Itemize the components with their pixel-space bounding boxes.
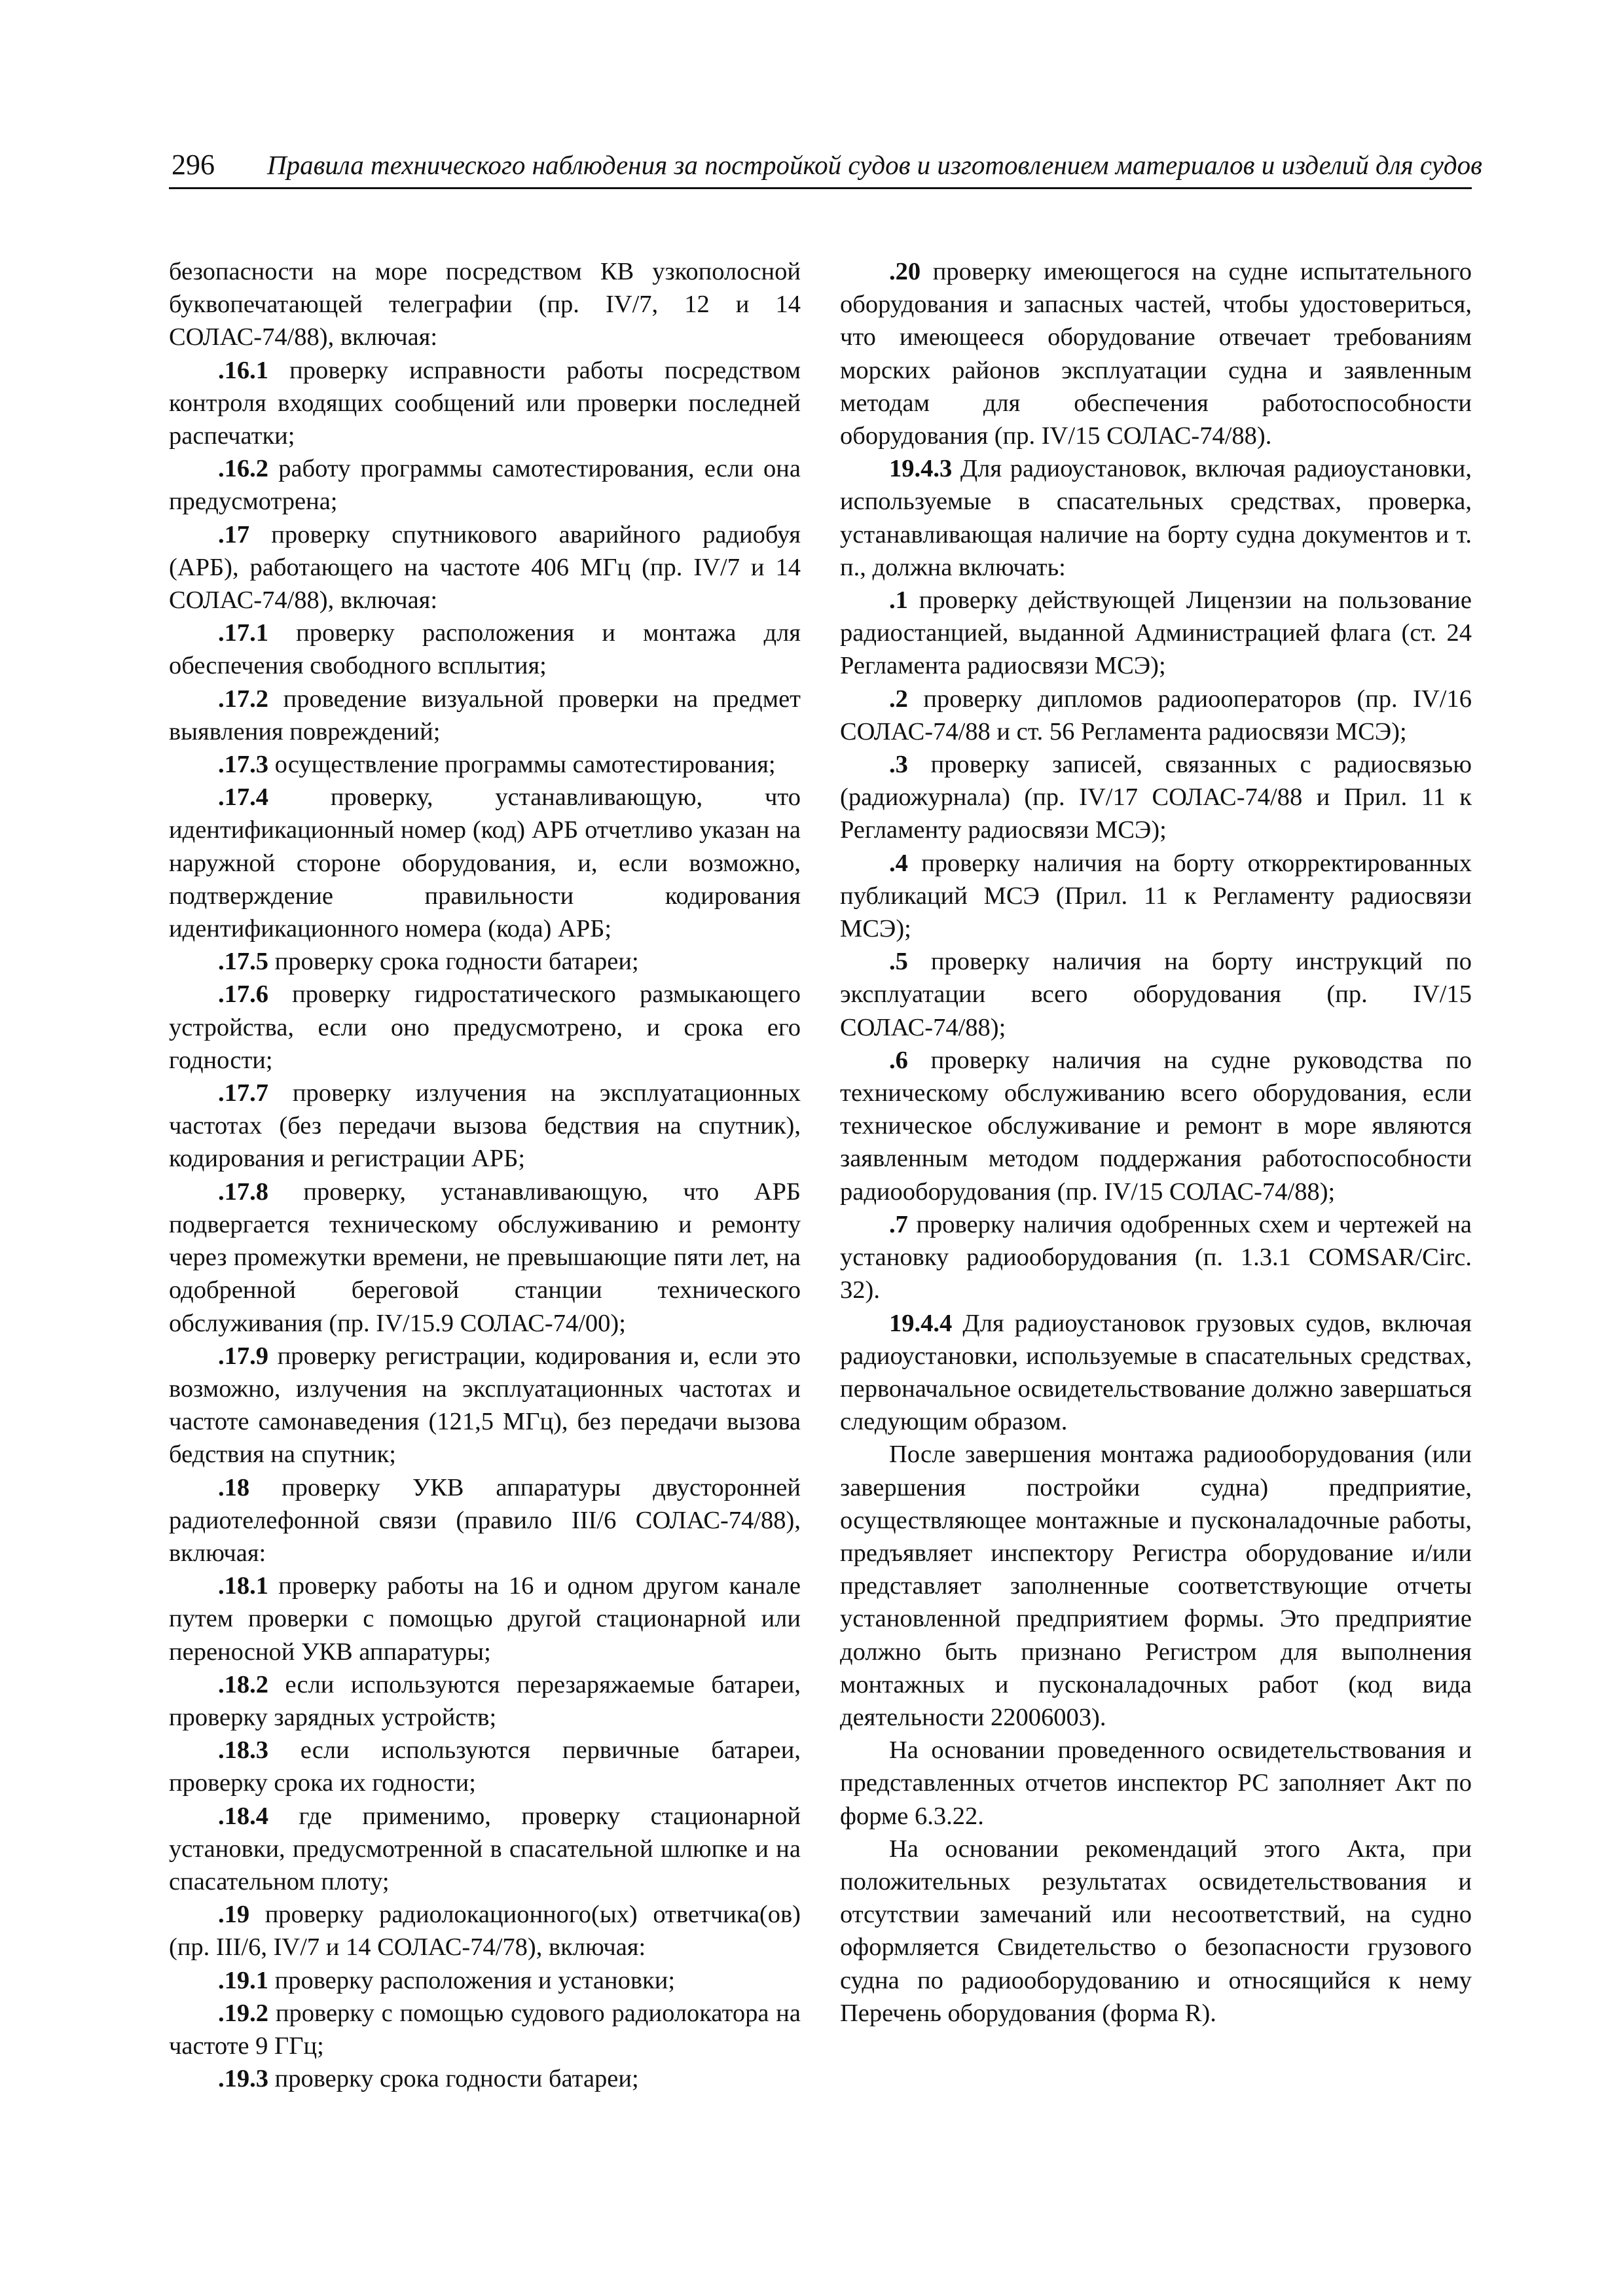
item-number: .17.8 xyxy=(218,1177,268,1206)
paragraph-text: работу программы самотестирования, если она предусмотрена; xyxy=(169,455,801,516)
paragraph xyxy=(169,2062,801,2095)
paragraph-text: проведение визуальной проверки на предмет выявления повреждений; xyxy=(169,685,801,745)
paragraph-text: проверку имеющегося на судне испытательного оборудования и запасных частей, чтобы удостовериться, что имеющееся оборудование отвечает требованиям морских районов эксплуатации судна и заявленным методам для обеспечения работоспособности оборудования (пр. IV/15 СОЛАС-74/88). xyxy=(840,258,1472,450)
paragraph xyxy=(840,452,1472,584)
item-number: .7 xyxy=(889,1210,908,1238)
paragraph-text: проверку, устанавливающую, что АРБ подвергается техническому обслуживанию и ремонту через промежутки времени, не превышающие пяти лет, на одобренной береговой станции технического обслуживания (пр. IV/15.9 СОЛАС-74/00); xyxy=(169,1177,801,1337)
paragraph xyxy=(169,617,801,682)
paragraph-text: проверку записей, связанных с радиосвязью (радиожурнала) (пр. IV/17 СОЛАС-74/88 и Прил. 11 к Регламенту радиосвязи МСЭ); xyxy=(840,751,1472,844)
paragraph xyxy=(840,945,1472,1044)
item-number: .19.2 xyxy=(218,1999,268,2027)
paragraph-text: проверку расположения и монтажа для обеспечения свободного всплытия; xyxy=(169,619,801,680)
paragraph xyxy=(169,1471,801,1570)
paragraph xyxy=(169,1964,801,1997)
item-number: .5 xyxy=(889,948,908,976)
paragraph xyxy=(169,1734,801,1799)
paragraph-text: На основании проведенного освидетельствования и представленных отчетов инспектор РС заполняет Акт по форме 6.3.22. xyxy=(840,1736,1472,1830)
item-number: .19.3 xyxy=(218,2065,268,2093)
paragraph-text: После завершения монтажа радиооборудования (или завершения постройки судна) предприятие, осуществляющее монтажные и пусконаладочные работы, предъявляет инспектору Регистра оборудование и/или представляет заполненные соответствующие отчеты установленной предприятием формы. Это предприятие должно быть признано Регистром для выполнения монтажных и пусконаладочных работ (код вида деятельности 22006003). xyxy=(840,1441,1472,1731)
paragraph-text: проверку работы на 16 и одном другом канале путем проверки с помощью другой стационарной или переносной УКВ аппаратуры; xyxy=(169,1572,801,1666)
paragraph xyxy=(169,354,801,453)
paragraph xyxy=(840,847,1472,946)
paragraph-text: проверку дипломов радиооператоров (пр. IV/16 СОЛАС-74/88 и ст. 56 Регламента радиосвязи МСЭ); xyxy=(840,685,1472,745)
item-number: .16.1 xyxy=(218,356,268,384)
paragraph xyxy=(840,1044,1472,1208)
item-number: .1 xyxy=(889,586,908,615)
paragraph xyxy=(840,1307,1472,1439)
item-number: 19.4.3 xyxy=(889,455,953,483)
paragraph-text: проверку наличия на судне руководства по техническому обслуживанию всего оборудования, если техническое обслуживание и ремонт в море являются заявленным методом поддержания работоспособности радиооборудования (пр. IV/15 СОЛАС-74/88); xyxy=(840,1046,1472,1206)
paragraph xyxy=(169,945,801,978)
paragraph xyxy=(169,748,801,781)
item-number: .18.4 xyxy=(218,1802,268,1830)
paragraph-text: если используются первичные батареи, проверку срока их годности; xyxy=(169,1736,801,1797)
paragraph xyxy=(169,978,801,1077)
page-number: 296 xyxy=(172,149,215,181)
paragraph xyxy=(169,452,801,518)
item-number: .2 xyxy=(889,685,908,713)
paragraph-text: осуществление программы самотестирования; xyxy=(268,751,776,779)
item-number: .17.2 xyxy=(218,685,268,713)
paragraph xyxy=(169,1800,801,1899)
paragraph-text: Для радиоустановок, включая радиоустановки, используемые в спасательных средствах, проверка, устанавливающая наличие на борту судна документов и т. п., должна включать: xyxy=(840,455,1472,581)
paragraph xyxy=(169,1077,801,1175)
paragraph xyxy=(169,683,801,748)
item-number: .17 xyxy=(218,520,250,548)
paragraph-text: проверку исправности работы посредством контроля входящих сообщений или проверки последней распечатки; xyxy=(169,356,801,450)
paragraph xyxy=(169,1668,801,1734)
item-number: 19.4.4 xyxy=(889,1309,953,1337)
paragraph xyxy=(840,1208,1472,1307)
item-number: .17.1 xyxy=(218,619,268,647)
paragraph xyxy=(840,1833,1472,2030)
paragraph-text: если используются перезаряжаемые батареи, проверку зарядных устройств; xyxy=(169,1670,801,1731)
paragraph-text: проверку наличия на борту инструкций по эксплуатации всего оборудования (пр. IV/15 СОЛАС-74/88); xyxy=(840,948,1472,1041)
paragraph xyxy=(169,781,801,945)
item-number: .17.9 xyxy=(218,1342,268,1370)
paragraph xyxy=(169,1997,801,2062)
item-number: .17.3 xyxy=(218,751,268,779)
paragraph-text: проверку расположения и установки; xyxy=(268,1966,676,1994)
paragraph xyxy=(840,1734,1472,1833)
item-number: .18.1 xyxy=(218,1572,268,1600)
page-header xyxy=(169,143,1482,185)
item-number: .4 xyxy=(889,849,908,877)
paragraph-text: Для радиоустановок грузовых судов, включая радиоустановки, используемые в спасательных средствах, первоначальное освидетельствование должно завершаться следующим образом. xyxy=(840,1309,1472,1436)
paragraph-text: проверку наличия одобренных схем и чертежей на установку радиооборудования (п. 1.3.1 COMSAR/Circ. 32). xyxy=(840,1210,1472,1304)
paragraph-text: проверку срока годности батареи; xyxy=(268,2065,639,2093)
item-number: .20 xyxy=(889,258,921,285)
paragraph-text: безопасности на море посредством КВ узкополосной буквопечатающей телеграфии (пр. IV/7, 12 и 14 СОЛАС-74/88), включая: xyxy=(169,258,801,351)
paragraph-text: проверку спутникового аварийного радиобуя (АРБ), работающего на частоте 406 МГц (пр. IV/7 и 14 СОЛАС-74/88), включая: xyxy=(169,520,801,615)
paragraph-text: На основании рекомендаций этого Акта, при положительных результатах освидетельствования и отсутствии замечаний или несоответствий, на судно оформляется Свидетельство о безопасности грузового судна по радиооборудованию и относящийся к нему Перечень оборудования (форма R). xyxy=(840,1835,1472,2027)
paragraph-text: проверку, устанавливающую, что идентификационный номер (код) АРБ отчетливо указан на наружной стороне оборудования, и, если возможно, подтверждение правильности кодирования идентификационного номера (кода) АРБ; xyxy=(169,783,801,943)
paragraph xyxy=(840,255,1472,452)
item-number: .17.7 xyxy=(218,1079,268,1107)
paragraph-text: проверку срока годности батареи; xyxy=(268,948,639,976)
paragraph xyxy=(169,1340,801,1471)
paragraph xyxy=(840,1438,1472,1734)
paragraph-text: проверку УКВ аппаратуры двусторонней радиотелефонной связи (правило III/6 СОЛАС-74/88), включая: xyxy=(169,1473,801,1567)
item-number: .17.4 xyxy=(218,783,268,812)
paragraph-text: проверку гидростатического размыкающего устройства, если оно предусмотрено, и срока его годности; xyxy=(169,980,801,1074)
paragraph-text: где применимо, проверку стационарной установки, предусмотренной в спасательной шлюпке и на спасательном плоту; xyxy=(169,1802,801,1895)
running-title: Правила технического наблюдения за постройкой судов и изготовлением материалов и изделий для судов xyxy=(267,150,1482,180)
paragraph xyxy=(169,1898,801,1964)
right-column xyxy=(840,255,1472,2030)
paragraph-text: проверку регистрации, кодирования и, если это возможно, излучения на эксплуатационных частотах и частоте самонаведения (121,5 МГц), без передачи вызова бедствия на спутник; xyxy=(169,1342,801,1469)
paragraph xyxy=(169,1175,801,1340)
item-number: .6 xyxy=(889,1046,908,1074)
paragraph xyxy=(169,1570,801,1668)
paragraph xyxy=(840,748,1472,847)
paragraph xyxy=(169,518,801,617)
item-number: .17.5 xyxy=(218,948,268,976)
paragraph xyxy=(840,584,1472,683)
item-number: .19.1 xyxy=(218,1966,268,1994)
item-number: .18 xyxy=(218,1473,250,1501)
left-column xyxy=(169,255,801,2095)
item-number: .17.6 xyxy=(218,980,268,1009)
header-rule xyxy=(169,187,1472,189)
item-number: .16.2 xyxy=(218,455,268,483)
item-number: .19 xyxy=(218,1901,250,1929)
item-number: .3 xyxy=(889,751,908,779)
paragraph-text: проверку наличия на борту откорректированных публикаций МСЭ (Прил. 11 к Регламенту радиосвязи МСЭ); xyxy=(840,849,1472,943)
paragraph-text: проверку радиолокационного(ых) ответчика(ов) (пр. III/6, IV/7 и 14 СОЛАС-74/78), включая: xyxy=(169,1901,801,1962)
item-number: .18.3 xyxy=(218,1736,268,1765)
paragraph xyxy=(840,683,1472,748)
paragraph xyxy=(169,255,801,354)
item-number: .18.2 xyxy=(218,1670,268,1698)
paragraph-text: проверку с помощью судового радиолокатора на частоте 9 ГГц; xyxy=(169,1999,801,2060)
paragraph-text: проверку действующей Лицензии на пользование радиостанцией, выданной Администрацией флага (ст. 24 Регламента радиосвязи МСЭ); xyxy=(840,586,1472,680)
paragraph-text: проверку излучения на эксплуатационных частотах (без передачи вызова бедствия на спутник), кодирования и регистрации АРБ; xyxy=(169,1079,801,1173)
